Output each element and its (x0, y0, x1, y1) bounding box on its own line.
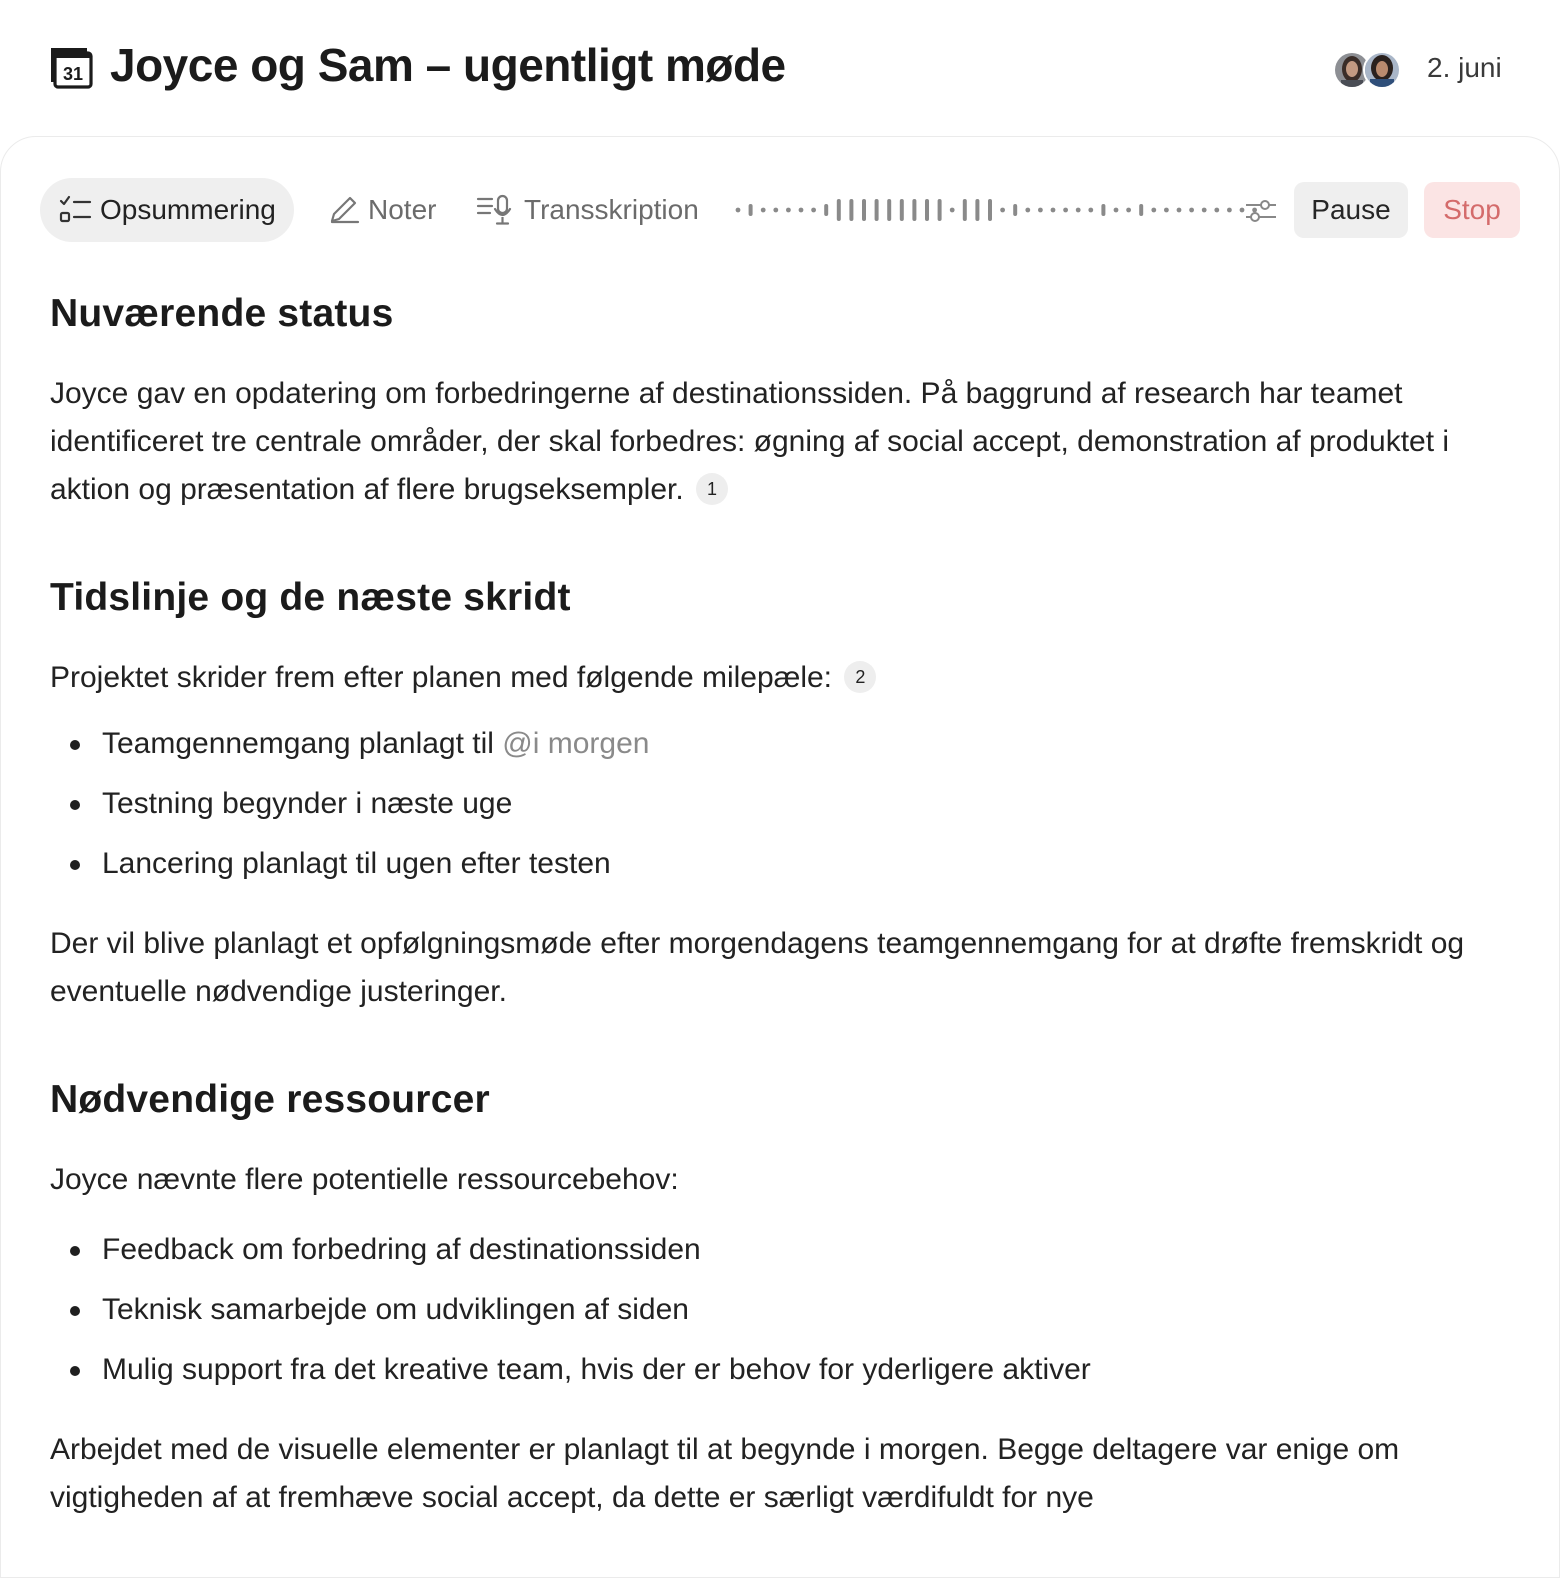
status-text: Joyce gav en opdatering om forbedringerne af destinationssiden. På baggrund af research har teamet identificeret tre centrale områder, der skal forbedres: øgning af social accept, demonstration af produktet i aktion og præsentation af flere brugseksempler. (50, 377, 1450, 506)
list-item: Testning begynder i næste uge (50, 784, 1490, 844)
settings-sliders-icon[interactable] (1244, 196, 1278, 226)
waveform-bar (900, 199, 904, 221)
pen-icon (328, 195, 360, 225)
list-item: Teknisk samarbejde om udviklingen af siden (50, 1290, 1490, 1350)
waveform-dot (1000, 208, 1005, 213)
list-item: Feedback om forbedring af destinationssiden (50, 1230, 1490, 1290)
waveform-dot (736, 208, 741, 213)
waveform-bar (1101, 204, 1105, 216)
waveform-bar (1013, 204, 1017, 216)
waveform-dot (950, 208, 955, 213)
date-mention[interactable]: @i morgen (502, 727, 650, 760)
timeline-outro: Der vil blive planlagt et opfølgningsmøde efter morgendagens teamgennemgang for at drøfte fremskridt og eventuelle nødvendige justeringer. (50, 927, 1465, 1008)
transcript-mic-icon (476, 194, 516, 226)
waveform-dot (799, 208, 804, 213)
summary-content (50, 280, 1490, 1522)
tab-label: Transskription (524, 194, 699, 225)
waveform-dot (1189, 208, 1194, 213)
waveform-bar (824, 204, 828, 216)
page-title: Joyce og Sam – ugentligt møde (110, 39, 786, 91)
section-heading-resources: Nødvendige ressourcer (50, 1078, 490, 1121)
waveform-dot (786, 208, 791, 213)
tab-transskription[interactable] (476, 178, 699, 242)
waveform-bar (862, 199, 866, 221)
waveform-dot (1038, 208, 1043, 213)
milestone-list (50, 724, 1490, 884)
list-item: Teamgennemgang planlagt til @i morgen (50, 724, 1490, 784)
section-heading-status: Nuværende status (50, 292, 394, 335)
meeting-date: 2. juni (1427, 52, 1502, 83)
waveform-bar (887, 199, 891, 221)
waveform-dot (1063, 208, 1068, 213)
waveform-bar (938, 199, 942, 221)
waveform-dot (1151, 208, 1156, 213)
timeline-intro (50, 654, 1490, 702)
resources-intro: Joyce nævnte flere potentielle ressourcebehov: (50, 1163, 679, 1196)
calendar-icon (50, 46, 94, 90)
waveform-bar (849, 199, 853, 221)
waveform-bar (837, 199, 841, 221)
waveform-dot (1214, 208, 1219, 213)
tab-label: Noter (368, 194, 437, 225)
waveform-dot (811, 208, 816, 213)
page-header (0, 0, 1560, 138)
resources-outro: Arbejdet med de visuelle elementer er planlagt til at begynde i morgen. Begge deltagere var enige om vigtigheden af at fremhæve social accept, da dette er særligt værdifuldt for nye (50, 1433, 1400, 1514)
waveform-bar (975, 199, 979, 221)
citation-badge[interactable]: 1 (696, 473, 728, 505)
resource-list (50, 1230, 1490, 1390)
waveform-bar (912, 199, 916, 221)
citation-badge[interactable]: 2 (844, 661, 876, 693)
waveform-dot (773, 208, 778, 213)
waveform-dot (1114, 208, 1119, 213)
waveform-bar (963, 199, 967, 221)
waveform-dot (1025, 208, 1030, 213)
calendar-day: 31 (62, 64, 84, 84)
list-item: Lancering planlagt til ugen efter testen (50, 844, 1490, 884)
waveform-dot (1076, 208, 1081, 213)
list-item: Mulig support fra det kreative team, hvis der er behov for yderligere aktiver (50, 1350, 1490, 1390)
waveform-dot (1126, 208, 1131, 213)
waveform-bar (925, 199, 929, 221)
audio-waveform (734, 178, 1274, 242)
pause-button[interactable]: Pause (1294, 182, 1408, 238)
waveform-dot (1051, 208, 1056, 213)
waveform-dot (1164, 208, 1169, 213)
waveform-bar (875, 199, 879, 221)
tab-opsummering[interactable] (40, 178, 294, 242)
waveform-dot (761, 208, 766, 213)
tab-label: Opsummering (100, 194, 276, 225)
waveform-dot (1227, 208, 1232, 213)
toolbar (40, 178, 1520, 242)
status-paragraph (50, 370, 1490, 514)
avatar-sam[interactable] (1363, 51, 1401, 89)
timeline-intro-text: Projektet skrider frem efter planen med følgende milepæle: (50, 661, 833, 694)
waveform-dot (1202, 208, 1207, 213)
checklist-icon (58, 195, 92, 225)
tab-noter[interactable] (328, 178, 436, 242)
waveform-dot (1177, 208, 1182, 213)
waveform-bar (1139, 204, 1143, 216)
waveform-dot (1088, 208, 1093, 213)
stop-button[interactable]: Stop (1424, 182, 1520, 238)
person-avatar-icon (1365, 53, 1399, 87)
waveform-bar (988, 199, 992, 221)
section-heading-timeline: Tidslinje og de næste skridt (50, 576, 571, 619)
waveform-bar (749, 204, 753, 216)
participant-avatars[interactable] (1333, 51, 1403, 89)
